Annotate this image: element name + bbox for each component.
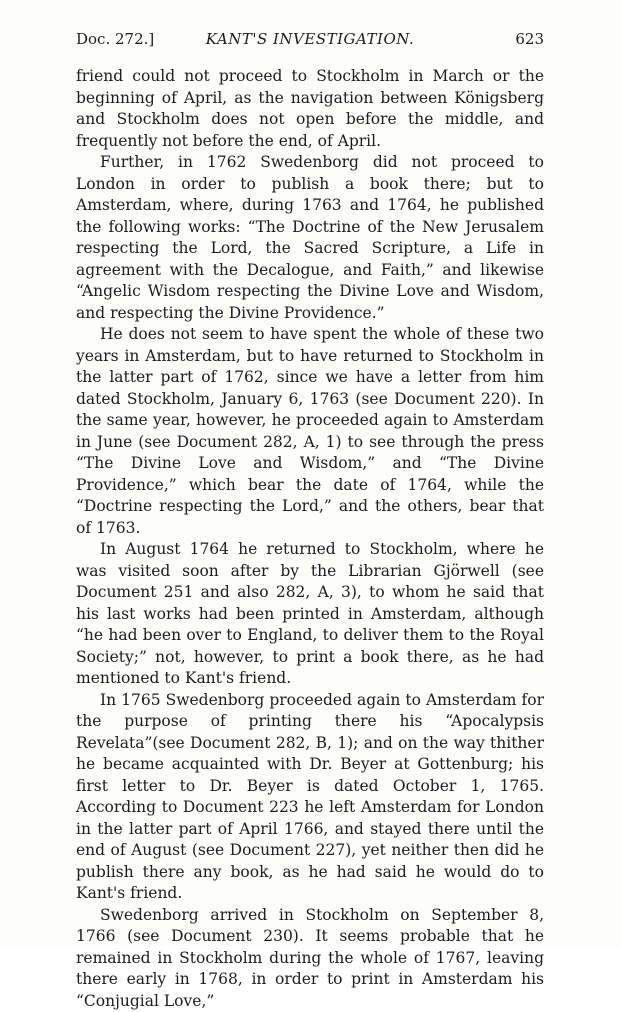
running-header bbox=[76, 30, 544, 52]
paragraph: He does not seem to have spent the whole of these two years in Amsterdam, but to have returned to Stockholm in the latter part of 1762, since we have a letter from him dated Stockholm, January 6, 1763 (see Document 220). In the same year, however, he proceeded again to Amsterdam in June (see Document 282, A, 1) to see through the press “The Divine Love and Wisdom,” and “The Divine Providence,” which bear the date of 1764, while the “Doctrine respecting the Lord,” and the others, bear that of 1763. bbox=[76, 324, 544, 539]
header-document-ref: Doc. 272.] bbox=[76, 30, 154, 48]
page-number: 623 bbox=[515, 30, 544, 48]
paragraph: In 1765 Swedenborg proceeded again to Amsterdam for the purpose of printing there his “Apocalypsis Revelata”(see Document 282, B, 1); and on the way thither he became acquainted with Dr. Beyer at Gottenburg; his first letter to Dr. Beyer is dated October 1, 1765. According to Document 223 he left Amsterdam for London in the latter part of April 1766, and stayed there until the end of August (see Document 227), yet neither then did he publish there any book, as he had said he would do to Kant's friend. bbox=[76, 690, 544, 905]
header-title: KANT'S INVESTIGATION. bbox=[76, 30, 544, 48]
body-text bbox=[76, 66, 544, 1012]
paragraph-continuation: friend could not proceed to Stockholm in March or the beginning of April, as the navigation between Königsberg and Stockholm does not open before the middle, and frequently not before the end, of April. bbox=[76, 66, 544, 152]
paragraph: In August 1764 he returned to Stockholm, where he was visited soon after by the Librarian Gjörwell (see Document 251 and also 282, A, 3), to whom he said that his last works had been printed in Amsterdam, although “he had been over to England, to deliver them to the Royal Society;” not, however, to print a book there, as he had mentioned to Kant's friend. bbox=[76, 539, 544, 690]
paragraph: Swedenborg arrived in Stockholm on September 8, 1766 (see Document 230). It seems probable that he remained in Stockholm during the whole of 1767, leaving there early in 1768, in order to print in Amsterdam his “Conjugial Love,” bbox=[76, 905, 544, 1012]
paragraph: Further, in 1762 Swedenborg did not proceed to London in order to publish a book there; but to Amsterdam, where, during 1763 and 1764, he published the following works: “The Doctrine of the New Jerusalem respecting the Lord, the Sacred Scripture, a Life in agreement with the Decalogue, and Faith,” and likewise “Angelic Wisdom respecting the Divine Love and Wisdom, and respecting the Divine Providence.” bbox=[76, 152, 544, 324]
